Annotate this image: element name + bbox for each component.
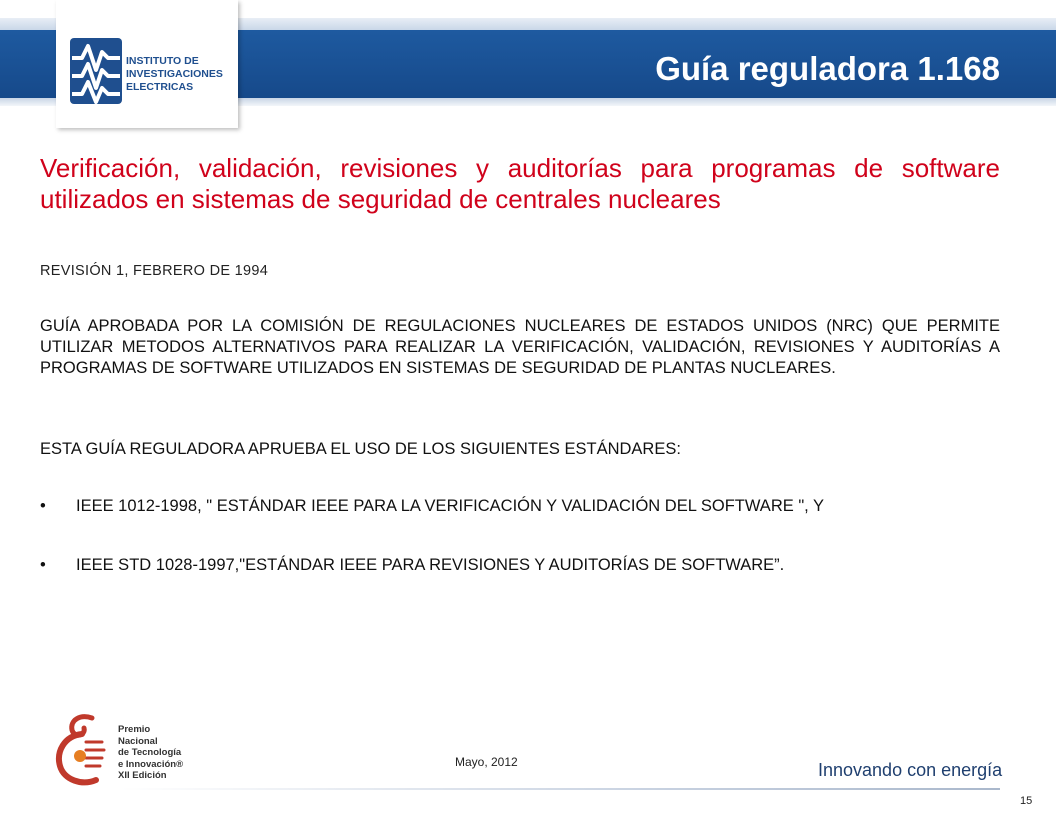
award-line-2: Nacional bbox=[118, 735, 158, 747]
award-line-4: e Innovación® bbox=[118, 758, 184, 770]
logo-line-2: INVESTIGACIONES bbox=[126, 68, 223, 80]
slide-subtitle: Verificación, validación, revisiones y auditorías para programas de software utilizados en sistemas de seguridad de centrales nucleares bbox=[40, 153, 1000, 214]
award-text bbox=[118, 724, 208, 782]
page-number: 15 bbox=[1020, 795, 1033, 807]
logo-line-1: INSTITUTO DE bbox=[126, 55, 199, 67]
presentation-date: Mayo, 2012 bbox=[455, 755, 518, 769]
award-line-5: XII Edición bbox=[118, 770, 167, 781]
award-line-3: de Tecnología bbox=[118, 747, 182, 758]
award-line-1: Premio bbox=[118, 724, 151, 735]
footer-divider bbox=[120, 788, 1000, 790]
revision-date: REVISIÓN 1, FEBRERO DE 1994 bbox=[40, 263, 269, 279]
logo-text bbox=[126, 55, 236, 94]
iie-pulse-icon bbox=[68, 36, 124, 106]
standard-item-text: IEEE 1012-1998, " ESTÁNDAR IEEE PARA LA VERIFICACIÓN Y VALIDACIÓN DEL SOFTWARE ", Y bbox=[76, 497, 825, 515]
standard-item-text: IEEE STD 1028-1997,"ESTÁNDAR IEEE PARA REVISIONES Y AUDITORÍAS DE SOFTWARE”. bbox=[76, 556, 785, 574]
bullet-icon: • bbox=[40, 497, 46, 515]
slide-title: Guía reguladora 1.168 bbox=[655, 50, 1000, 87]
slogan: Innovando con energía bbox=[818, 760, 1003, 780]
description-paragraph: GUÍA APROBADA POR LA COMISIÓN DE REGULACIONES NUCLEARES DE ESTADOS UNIDOS (NRC) QUE PERMITE UTILIZAR METODOS ALTERNATIVOS PARA REALIZAR LA VERIFICACIÓN, VALIDACIÓN, REVISIONES Y AUDITORÍAS A PROGRAMAS DE SOFTWARE UTILIZADOS EN SISTEMAS DE SEGURIDAD DE PLANTAS NUCLEARES. bbox=[40, 317, 1000, 377]
logo-line-3: ELECTRICAS bbox=[126, 81, 194, 93]
institute-logo bbox=[56, 0, 238, 128]
standards-intro: ESTA GUÍA REGULADORA APRUEBA EL USO DE LOS SIGUIENTES ESTÁNDARES: bbox=[40, 440, 681, 458]
award-spiral-icon bbox=[52, 712, 116, 788]
bullet-icon: • bbox=[40, 556, 46, 574]
